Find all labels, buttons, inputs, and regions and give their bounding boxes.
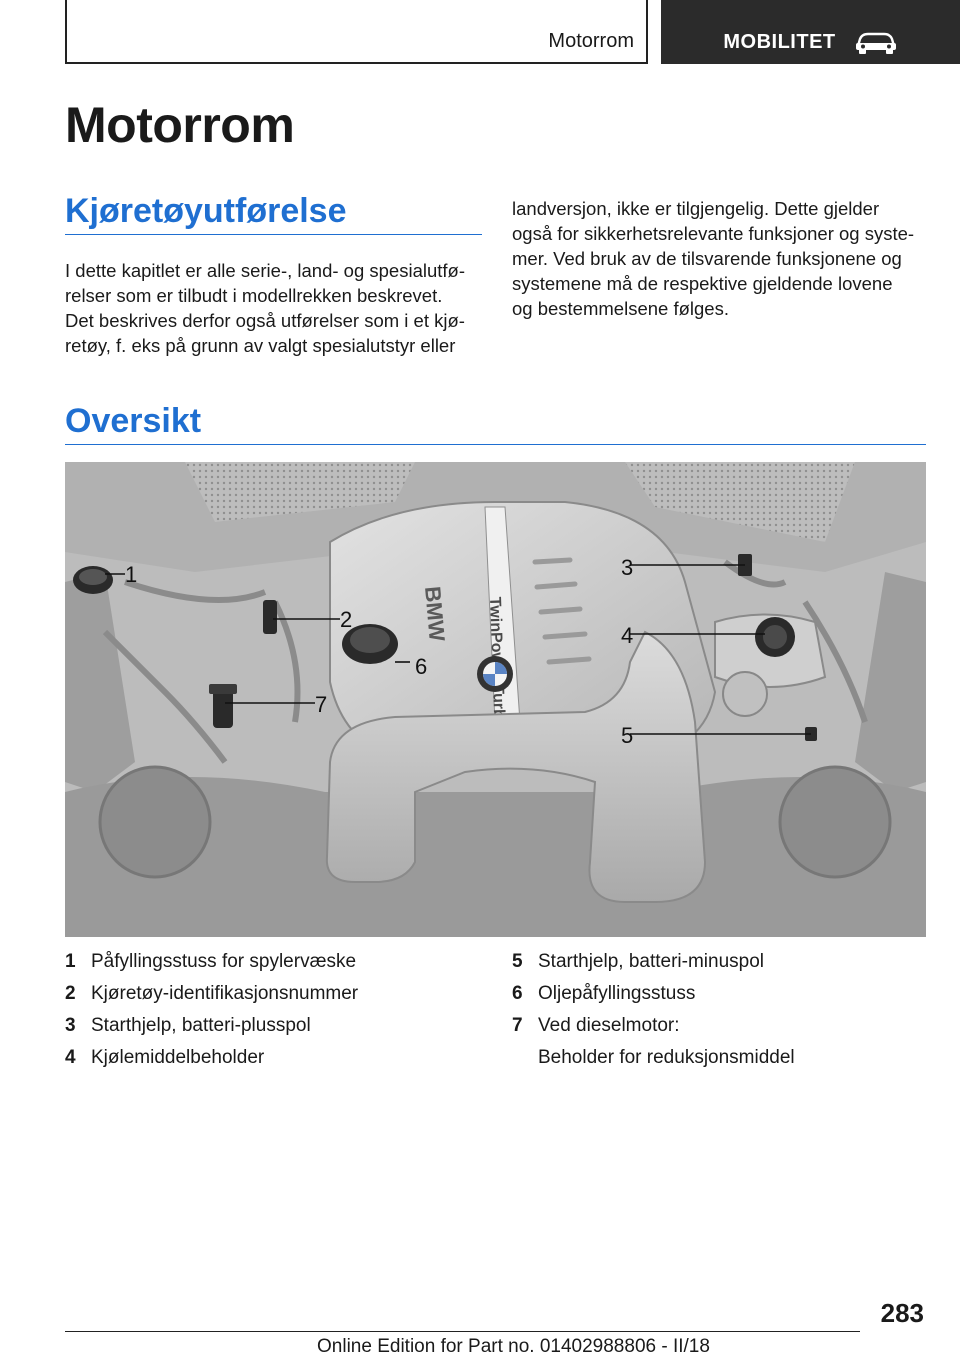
legend-item bbox=[65, 946, 475, 978]
header-section-box bbox=[65, 0, 648, 64]
left-strut-tower bbox=[100, 767, 210, 877]
legend-text: Ved dieselmotor: bbox=[538, 1015, 680, 1036]
callout-7: 7 bbox=[315, 692, 328, 717]
legend-text: Beholder for reduksjonsmiddel bbox=[538, 1047, 795, 1068]
footer-rule bbox=[65, 1331, 860, 1332]
legend-text: Oljepåfyllingsstuss bbox=[538, 983, 696, 1004]
body-line: relser som er tilbudt i modellrekken beskrevet. bbox=[65, 285, 443, 306]
legend-item bbox=[512, 978, 932, 1010]
page-number: 283 bbox=[880, 1298, 924, 1328]
legend-num: 3 bbox=[65, 1015, 76, 1036]
section-heading-vehicle-design: Kjøretøyutførelse bbox=[65, 192, 347, 230]
legend-item bbox=[65, 1010, 475, 1042]
legend-item bbox=[65, 978, 475, 1010]
washer-fluid-cap bbox=[73, 566, 113, 594]
callout-3: 3 bbox=[621, 555, 634, 580]
body-line: også for sikkerhetsrelevante funksjoner og syste- bbox=[512, 223, 915, 244]
body-line: systemene må de respektive gjeldende lovene bbox=[512, 273, 893, 294]
section-rule-vehicle-design bbox=[65, 234, 482, 235]
body-line: mer. Ved bruk av de tilsvarende funksjonene og bbox=[512, 248, 902, 269]
callout-1: 1 bbox=[125, 562, 138, 587]
body-column-2 bbox=[512, 196, 937, 321]
legend-num: 1 bbox=[65, 951, 76, 972]
engine-compartment-figure bbox=[65, 462, 926, 937]
callout-6: 6 bbox=[415, 654, 428, 679]
right-strut-tower bbox=[780, 767, 890, 877]
legend-num: 6 bbox=[512, 983, 523, 1004]
legend-text: Starthjelp, batteri-minuspol bbox=[538, 951, 764, 972]
callout-5: 5 bbox=[621, 723, 634, 748]
section-heading-overview: Oversikt bbox=[65, 402, 202, 440]
legend-text: Starthjelp, batteri-plusspol bbox=[91, 1015, 311, 1036]
engine-illustration bbox=[65, 462, 926, 937]
legend-num: 4 bbox=[65, 1047, 76, 1068]
cover-text-twinpower: TwinPower Turbo bbox=[486, 596, 508, 729]
legend-text: Kjøretøy-identifikasjonsnummer bbox=[91, 983, 359, 1004]
legend-num: 2 bbox=[65, 983, 76, 1004]
body-line: retøy, f. eks på grunn av valgt spesialutstyr eller bbox=[65, 335, 456, 356]
section-rule-overview bbox=[65, 444, 926, 445]
legend-num bbox=[512, 1042, 538, 1074]
legend-left bbox=[65, 946, 475, 1074]
legend-num: 7 bbox=[512, 1015, 523, 1036]
header-chapter-tab bbox=[661, 0, 960, 64]
body-line: Det beskrives derfor også utførelser som i et kjø- bbox=[65, 310, 465, 331]
legend-item bbox=[512, 1042, 932, 1074]
page-title: Motorrom bbox=[65, 97, 295, 153]
callout-2: 2 bbox=[340, 607, 353, 632]
reductant-tank-cap bbox=[209, 684, 237, 728]
legend-right bbox=[512, 946, 932, 1074]
legend-item bbox=[512, 946, 932, 978]
legend-text: Kjølemiddelbeholder bbox=[91, 1047, 265, 1068]
body-column-1 bbox=[65, 258, 485, 358]
brand-roundel bbox=[477, 656, 513, 692]
body-line: landversjon, ikke er tilgjengelig. Dette gjelder bbox=[512, 198, 880, 219]
body-line: I dette kapitlet er alle serie-, land- og spesialutfø- bbox=[65, 260, 465, 281]
header-section-title: Motorrom bbox=[548, 30, 634, 52]
header-chapter-label: MOBILITET bbox=[723, 30, 836, 53]
footer-edition: Online Edition for Part no. 01402988806 - II/18 bbox=[317, 1336, 710, 1357]
cover-text-brand: BMW bbox=[420, 585, 450, 643]
legend-item bbox=[512, 1010, 932, 1042]
legend-text: Påfyllingsstuss for spylervæske bbox=[91, 951, 357, 972]
callout-4: 4 bbox=[621, 623, 634, 648]
car-icon bbox=[854, 29, 898, 55]
body-line: og bestemmelsene følges. bbox=[512, 298, 729, 319]
legend-item bbox=[65, 1042, 475, 1074]
vin-plate bbox=[263, 600, 277, 634]
legend-num: 5 bbox=[512, 951, 523, 972]
